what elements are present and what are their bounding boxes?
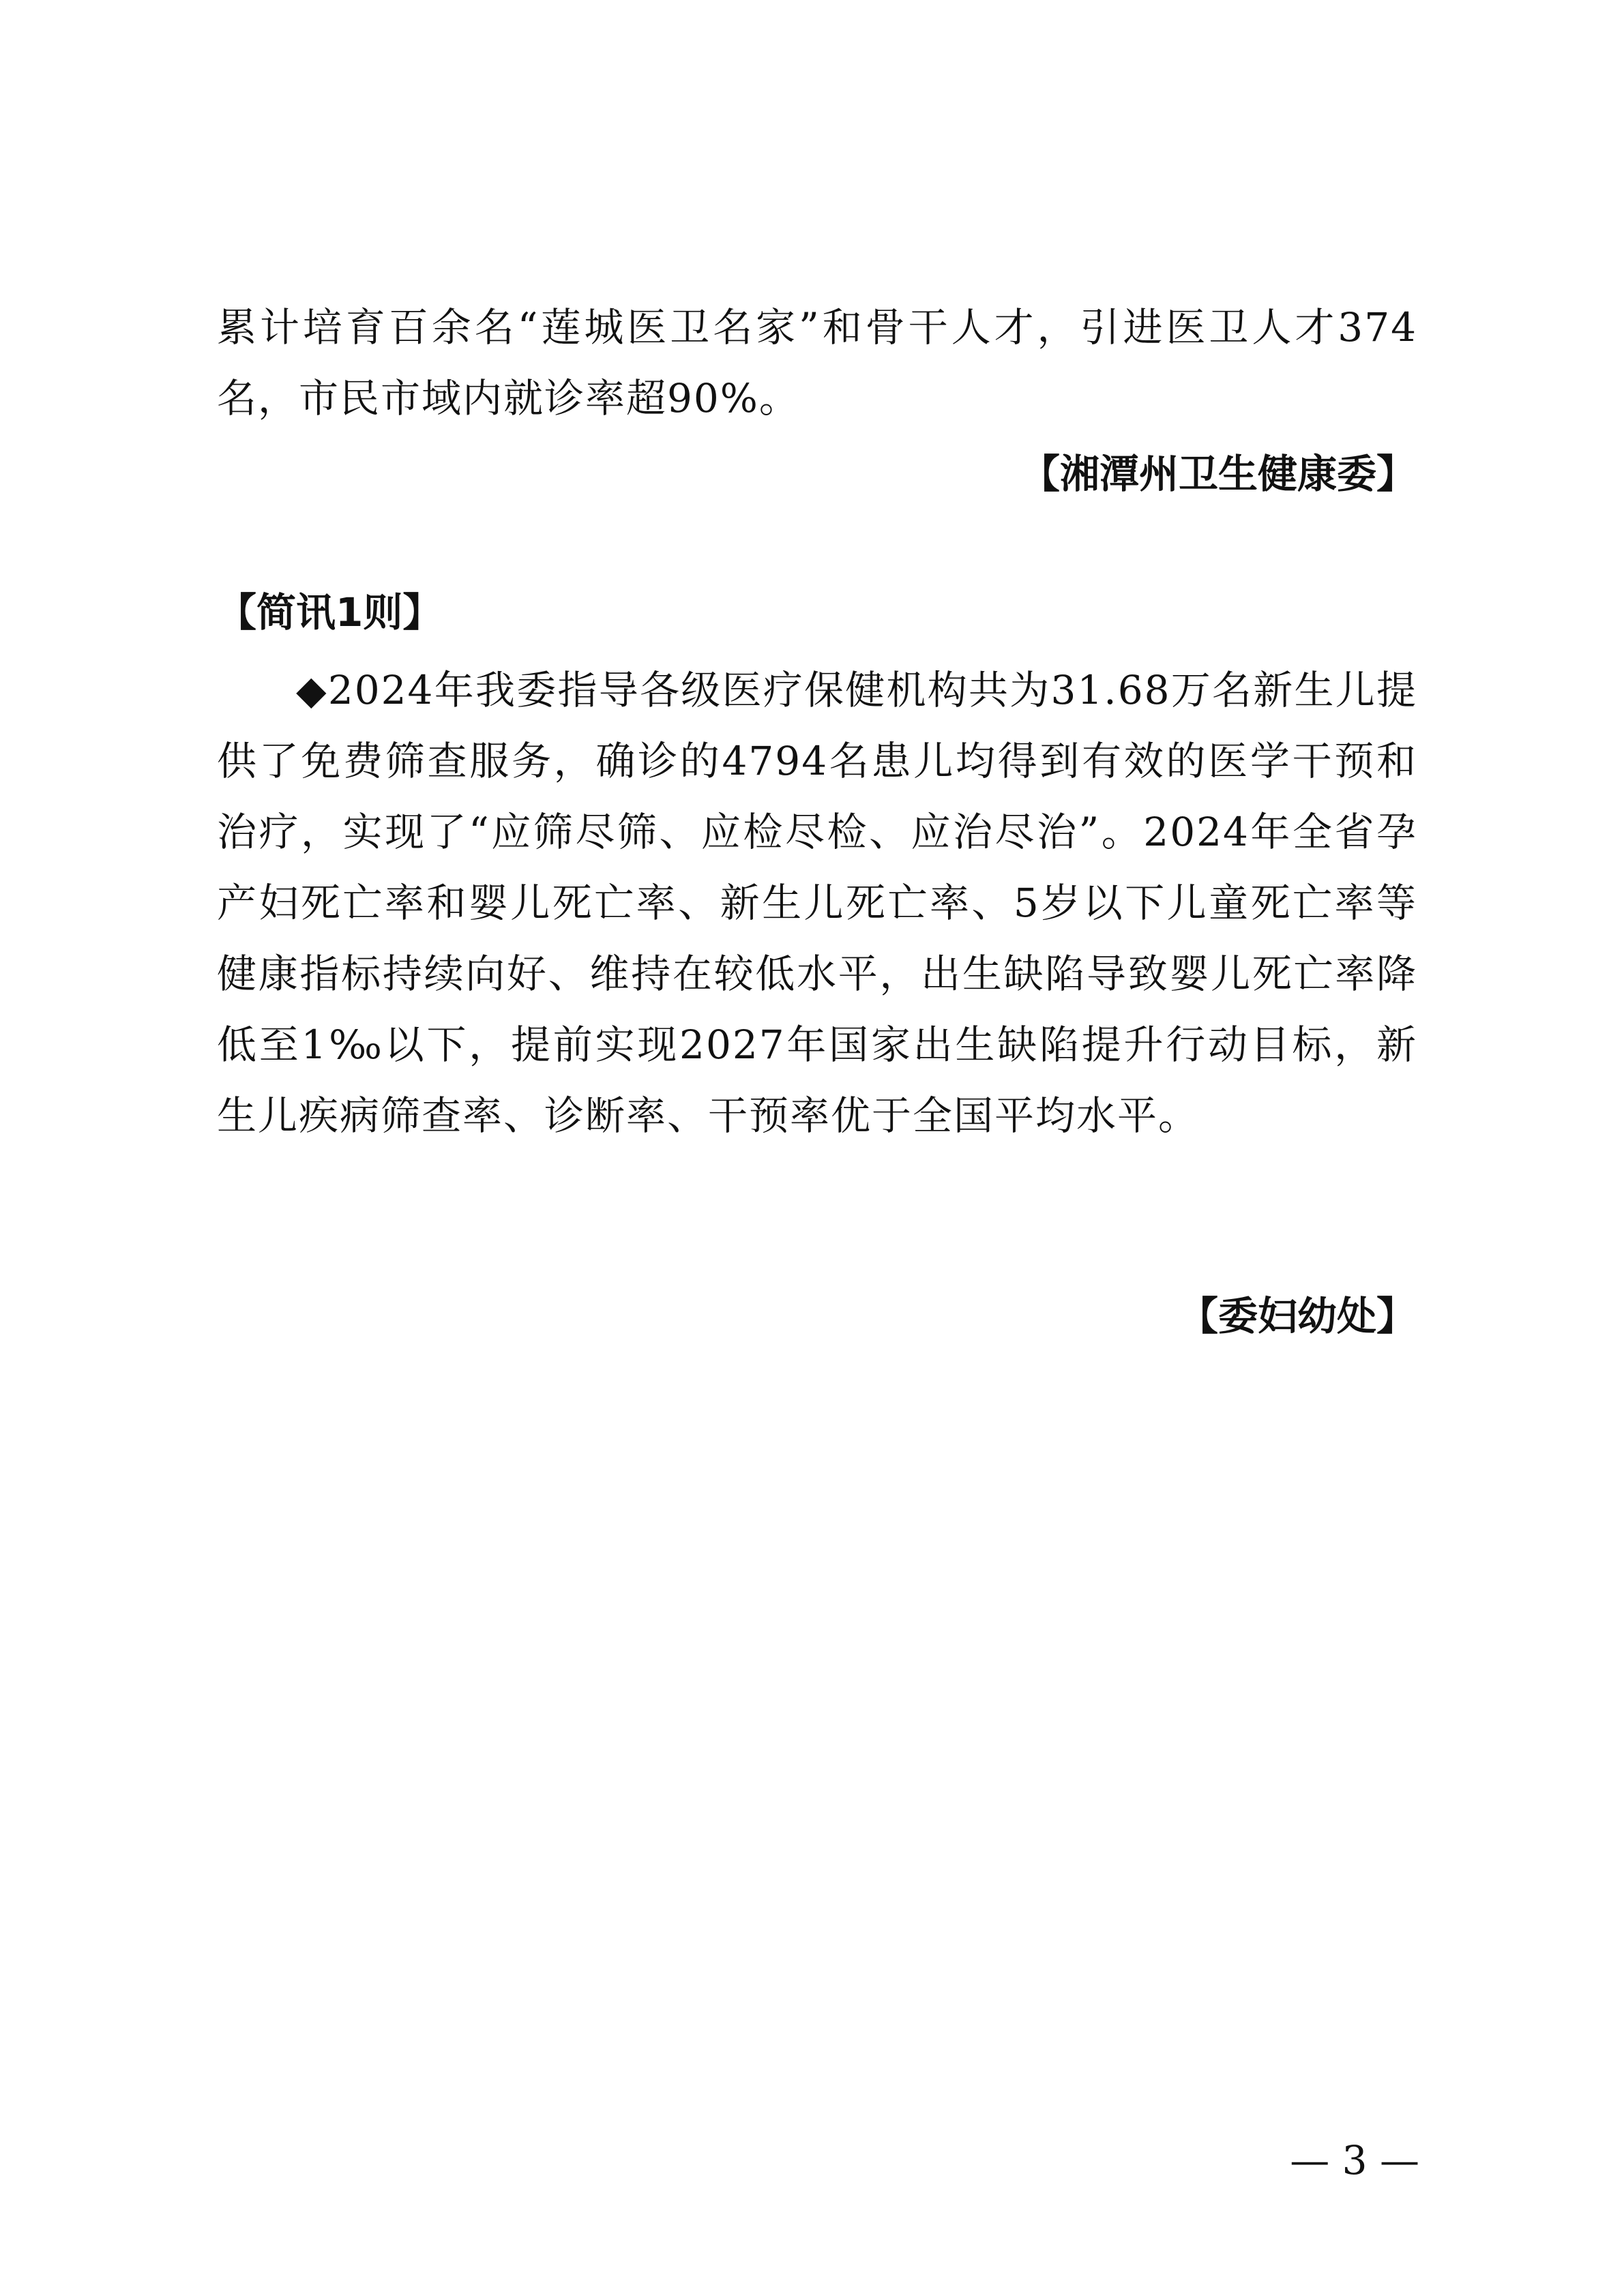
page-number: — 3 — (1290, 2137, 1419, 2183)
source-attribution-maternal-child: 【委妇幼处】 (1178, 1293, 1416, 1339)
paragraph-newborn-screening: ◆2024年我委指导各级医疗保健机构共为31.68万名新生儿提供了免费筛查服务，确诊的4794名患儿均得到有效的医学干预和治疗，实现了“应筛尽筛、应检尽检、应治尽治”。2024年全省孕产妇死亡率和婴儿死亡率、新生儿死亡率、5岁以下儿童死亡率等健康指标持续向好、维持在较低水平，出生缺陷导致婴儿死亡率降低至1‰以下，提前实现2027年国家出生缺陷提升行动目标，新生儿疾病筛查率、诊断率、干预率优于全国平均水平。 (217, 667, 1417, 1139)
source-attribution-xiangtan: 【湘潭州卫生健康委】 (1020, 451, 1416, 497)
brief-news-heading: 【简讯1则】 (217, 589, 443, 636)
paragraph-talent: 累计培育百余名“莲城医卫名家”和骨干人才，引进医卫人才374名，市民市域内就诊率超90%。 (217, 304, 1417, 421)
